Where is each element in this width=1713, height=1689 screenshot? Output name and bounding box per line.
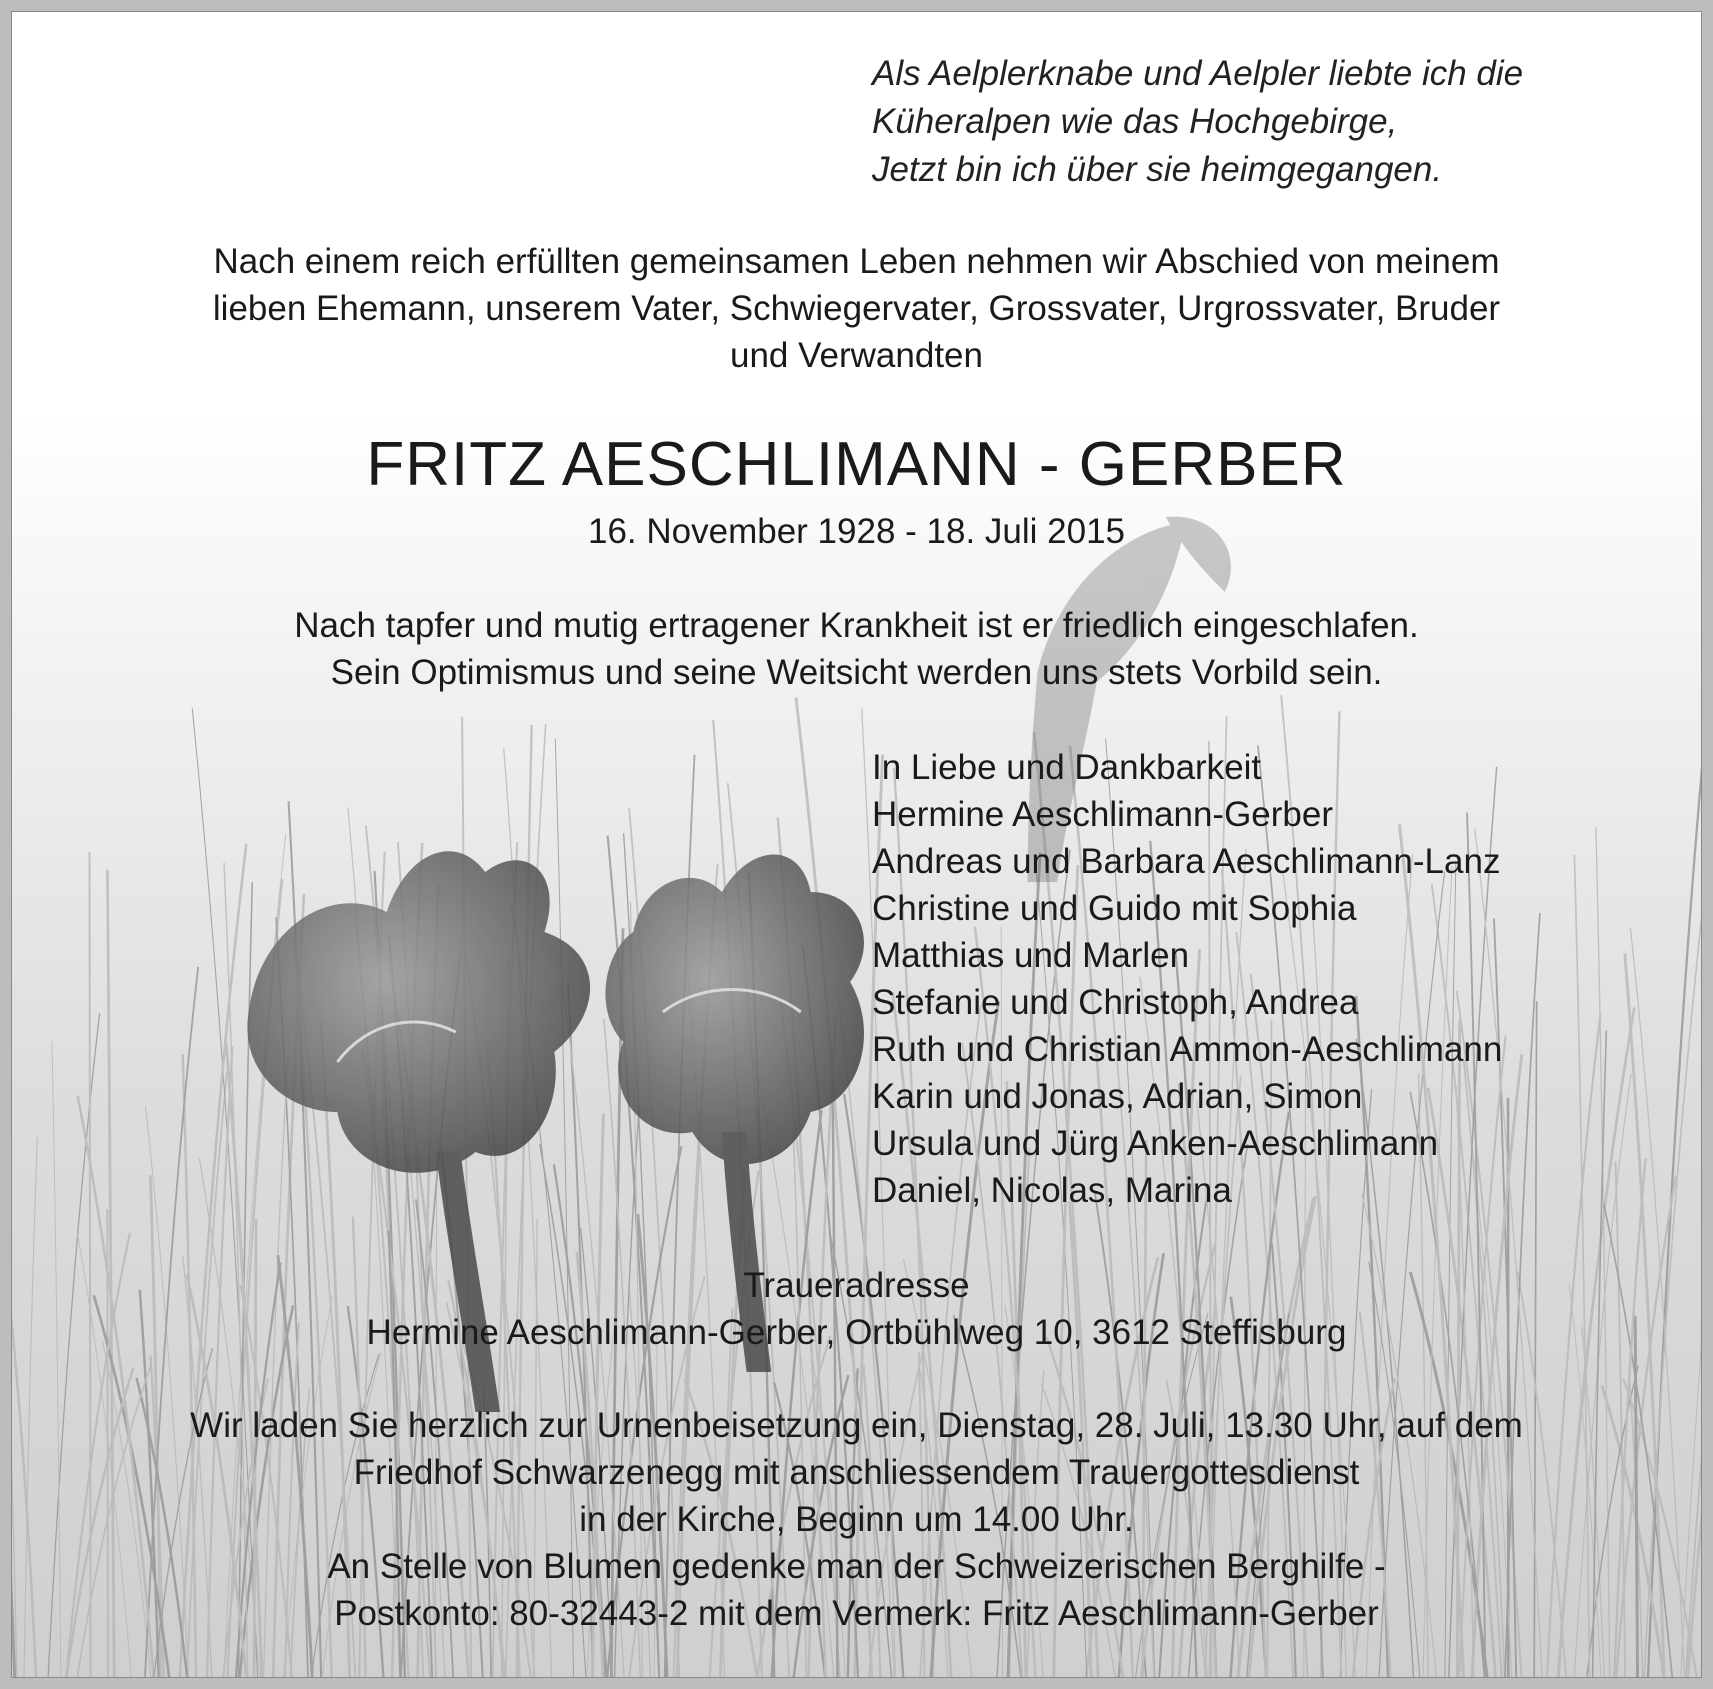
deceased-name: FRITZ AESCHLIMANN - GERBER	[366, 430, 1347, 499]
mourning-address	[12, 1262, 1701, 1356]
service-line: Wir laden Sie herzlich zur Urnenbeisetzung ein, Dienstag, 28. Juli, 13.30 Uhr, auf dem	[190, 1406, 1523, 1445]
mourner-line: Daniel, Nicolas, Marina	[872, 1171, 1232, 1210]
intro-text	[72, 238, 1641, 379]
service-info	[52, 1402, 1661, 1637]
farewell-line: Sein Optimismus und seine Weitsicht werden uns stets Vorbild sein.	[330, 653, 1383, 692]
service-line: Postkonto: 80-32443-2 mit dem Vermerk: Fritz Aeschlimann-Gerber	[334, 1594, 1379, 1633]
intro-line: Nach einem reich erfüllten gemeinsamen Leben nehmen wir Abschied von meinem	[213, 242, 1500, 281]
intro-line: und Verwandten	[730, 336, 983, 375]
service-line: Friedhof Schwarzenegg mit anschliessendem Trauergottesdienst	[353, 1453, 1360, 1492]
life-dates: 16. November 1928 - 18. Juli 2015	[588, 512, 1125, 551]
service-line: An Stelle von Blumen gedenke man der Schweizerischen Berghilfe -	[327, 1547, 1386, 1586]
memorial-verse	[872, 50, 1523, 194]
mourners-list	[872, 744, 1502, 1214]
mourner-line: Andreas und Barbara Aeschlimann-Lanz	[872, 842, 1501, 881]
mourner-line: Karin und Jonas, Adrian, Simon	[872, 1077, 1363, 1116]
mourner-line: Ruth und Christian Ammon-Aeschlimann	[872, 1030, 1503, 1069]
farewell-text	[52, 602, 1661, 696]
intro-line: lieben Ehemann, unserem Vater, Schwiegervater, Grossvater, Urgrossvater, Bruder	[212, 289, 1501, 328]
service-line: in der Kirche, Beginn um 14.00 Uhr.	[579, 1500, 1134, 1539]
mourner-line: In Liebe und Dankbarkeit	[872, 748, 1262, 787]
address-value: Hermine Aeschlimann-Gerber, Ortbühlweg 10, 3612 Steffisburg	[366, 1313, 1347, 1352]
verse-line: Als Aelplerknabe und Aelpler liebte ich die	[872, 54, 1524, 93]
mourner-line: Stefanie und Christoph, Andrea	[872, 983, 1359, 1022]
verse-line: Küheralpen wie das Hochgebirge,	[872, 102, 1398, 141]
mourner-line: Ursula und Jürg Anken-Aeschlimann	[872, 1124, 1439, 1163]
mourner-line: Hermine Aeschlimann-Gerber	[872, 795, 1334, 834]
address-label: Traueradresse	[743, 1266, 970, 1305]
verse-line: Jetzt bin ich über sie heimgegangen.	[872, 150, 1443, 189]
farewell-line: Nach tapfer und mutig ertragener Krankheit ist er friedlich eingeschlafen.	[294, 606, 1419, 645]
mourner-line: Matthias und Marlen	[872, 936, 1190, 975]
mourner-line: Christine und Guido mit Sophia	[872, 889, 1357, 928]
